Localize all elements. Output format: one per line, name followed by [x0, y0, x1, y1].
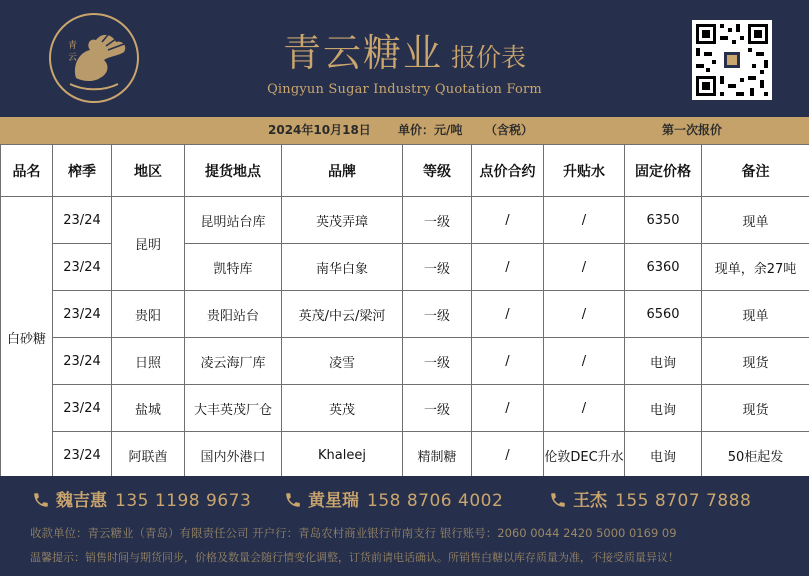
table-header-row [1, 145, 809, 197]
contract-cell: / [472, 244, 544, 291]
contract-cell: / [472, 338, 544, 385]
region-cell: 昆明 [112, 197, 185, 291]
season-cell: 23/24 [53, 244, 112, 291]
brand-cell: 英茂弄璋 [282, 197, 403, 244]
quote-info-band [0, 117, 809, 144]
region-cell: 盐城 [112, 385, 185, 432]
price-cell: 电询 [625, 432, 702, 479]
title-english: Qingyun Sugar Industry Quotation Form [267, 82, 542, 97]
basis-cell: / [544, 197, 625, 244]
note-cell: 现货 [702, 385, 809, 432]
note-cell: 现单 [702, 197, 809, 244]
warm-notice: 温馨提示：销售时间与期货同步，价格及数量会随行情变化调整，订货前请电话确认。所销售白糖以库存质量为准，不接受质量异议！ [30, 551, 679, 564]
grade-cell: 一级 [403, 197, 472, 244]
title-sub: 报价表 [451, 43, 527, 72]
header-banner [0, 0, 809, 117]
header-grade: 等级 [403, 145, 472, 197]
contact-phone: 158 8706 4002 [367, 491, 504, 511]
brand-cell: 南华白象 [282, 244, 403, 291]
contact-name: 王杰 [573, 491, 607, 511]
price-unit: 单价：元/吨 [398, 123, 463, 137]
brand-cell: 凌雪 [282, 338, 403, 385]
table-row [1, 197, 809, 244]
contact-name: 黄星瑞 [308, 491, 359, 511]
location-cell: 大丰英茂厂仓 [185, 385, 282, 432]
price-cell: 6560 [625, 291, 702, 338]
bank-info: 收款单位：青云糖业（青岛）有限责任公司 开户行：青岛农村商业银行市南支行 银行账号：2060 0044 2420 5000 0169 09 [30, 526, 677, 540]
basis-cell: / [544, 244, 625, 291]
location-cell: 凌云海厂库 [185, 338, 282, 385]
contact-wei[interactable] [32, 486, 251, 511]
header-basis: 升贴水 [544, 145, 625, 197]
table-row [1, 432, 809, 479]
grade-cell: 精制糖 [403, 432, 472, 479]
table-row [1, 385, 809, 432]
contact-phone: 155 8707 7888 [615, 491, 752, 511]
grade-cell: 一级 [403, 338, 472, 385]
product-cell: 白砂糖 [1, 197, 53, 479]
tax-note: （含税） [485, 123, 534, 137]
title-main: 青云糖业 [282, 31, 443, 75]
contact-phone: 135 1198 9673 [115, 491, 252, 511]
price-cell: 6350 [625, 197, 702, 244]
basis-cell: / [544, 385, 625, 432]
header-region: 地区 [112, 145, 185, 197]
price-cell: 电询 [625, 385, 702, 432]
grade-cell: 一级 [403, 291, 472, 338]
price-cell: 电询 [625, 338, 702, 385]
quote-round: 第一次报价 [662, 123, 723, 137]
grade-cell: 一级 [403, 244, 472, 291]
location-cell: 凯特库 [185, 244, 282, 291]
contract-cell: / [472, 432, 544, 479]
grade-cell: 一级 [403, 385, 472, 432]
header-product: 品名 [1, 145, 53, 197]
brand-cell: Khaleej [282, 432, 403, 479]
season-cell: 23/24 [53, 385, 112, 432]
phone-icon [32, 491, 50, 509]
region-cell: 日照 [112, 338, 185, 385]
location-cell: 国内外港口 [185, 432, 282, 479]
contract-cell: / [472, 197, 544, 244]
note-cell: 50柜起发 [702, 432, 809, 479]
contract-cell: / [472, 385, 544, 432]
table-row [1, 338, 809, 385]
contact-name: 魏吉惠 [56, 491, 107, 511]
svg-text:云: 云 [68, 53, 78, 63]
price-cell: 6360 [625, 244, 702, 291]
page-title [0, 22, 809, 77]
header-contract: 点价合约 [472, 145, 544, 197]
location-cell: 贵阳站台 [185, 291, 282, 338]
header-price: 固定价格 [625, 145, 702, 197]
quote-date: 2024年10月18日 [268, 123, 371, 137]
header-note: 备注 [702, 145, 809, 197]
phone-icon [284, 491, 302, 509]
season-cell: 23/24 [53, 338, 112, 385]
quotation-table [0, 144, 809, 479]
location-cell: 昆明站台库 [185, 197, 282, 244]
qr-code-icon [692, 20, 772, 100]
region-cell: 贵阳 [112, 291, 185, 338]
basis-cell: / [544, 291, 625, 338]
note-cell: 现货 [702, 338, 809, 385]
season-cell: 23/24 [53, 432, 112, 479]
contact-wang[interactable] [549, 486, 751, 511]
svg-text:青: 青 [68, 41, 78, 51]
contact-huang[interactable] [284, 486, 503, 511]
note-cell: 现单 [702, 291, 809, 338]
season-cell: 23/24 [53, 291, 112, 338]
region-cell: 阿联酋 [112, 432, 185, 479]
basis-cell: 伦敦DEC升水 [544, 432, 625, 479]
brand-cell: 英茂 [282, 385, 403, 432]
header-brand: 品牌 [282, 145, 403, 197]
table-row [1, 291, 809, 338]
footer-contact-bar [0, 476, 809, 576]
basis-cell: / [544, 338, 625, 385]
note-cell: 现单，余27吨 [702, 244, 809, 291]
brand-cell: 英茂/中云/梁河 [282, 291, 403, 338]
season-cell: 23/24 [53, 197, 112, 244]
contract-cell: / [472, 291, 544, 338]
header-season: 榨季 [53, 145, 112, 197]
phone-icon [549, 491, 567, 509]
header-location: 提货地点 [185, 145, 282, 197]
